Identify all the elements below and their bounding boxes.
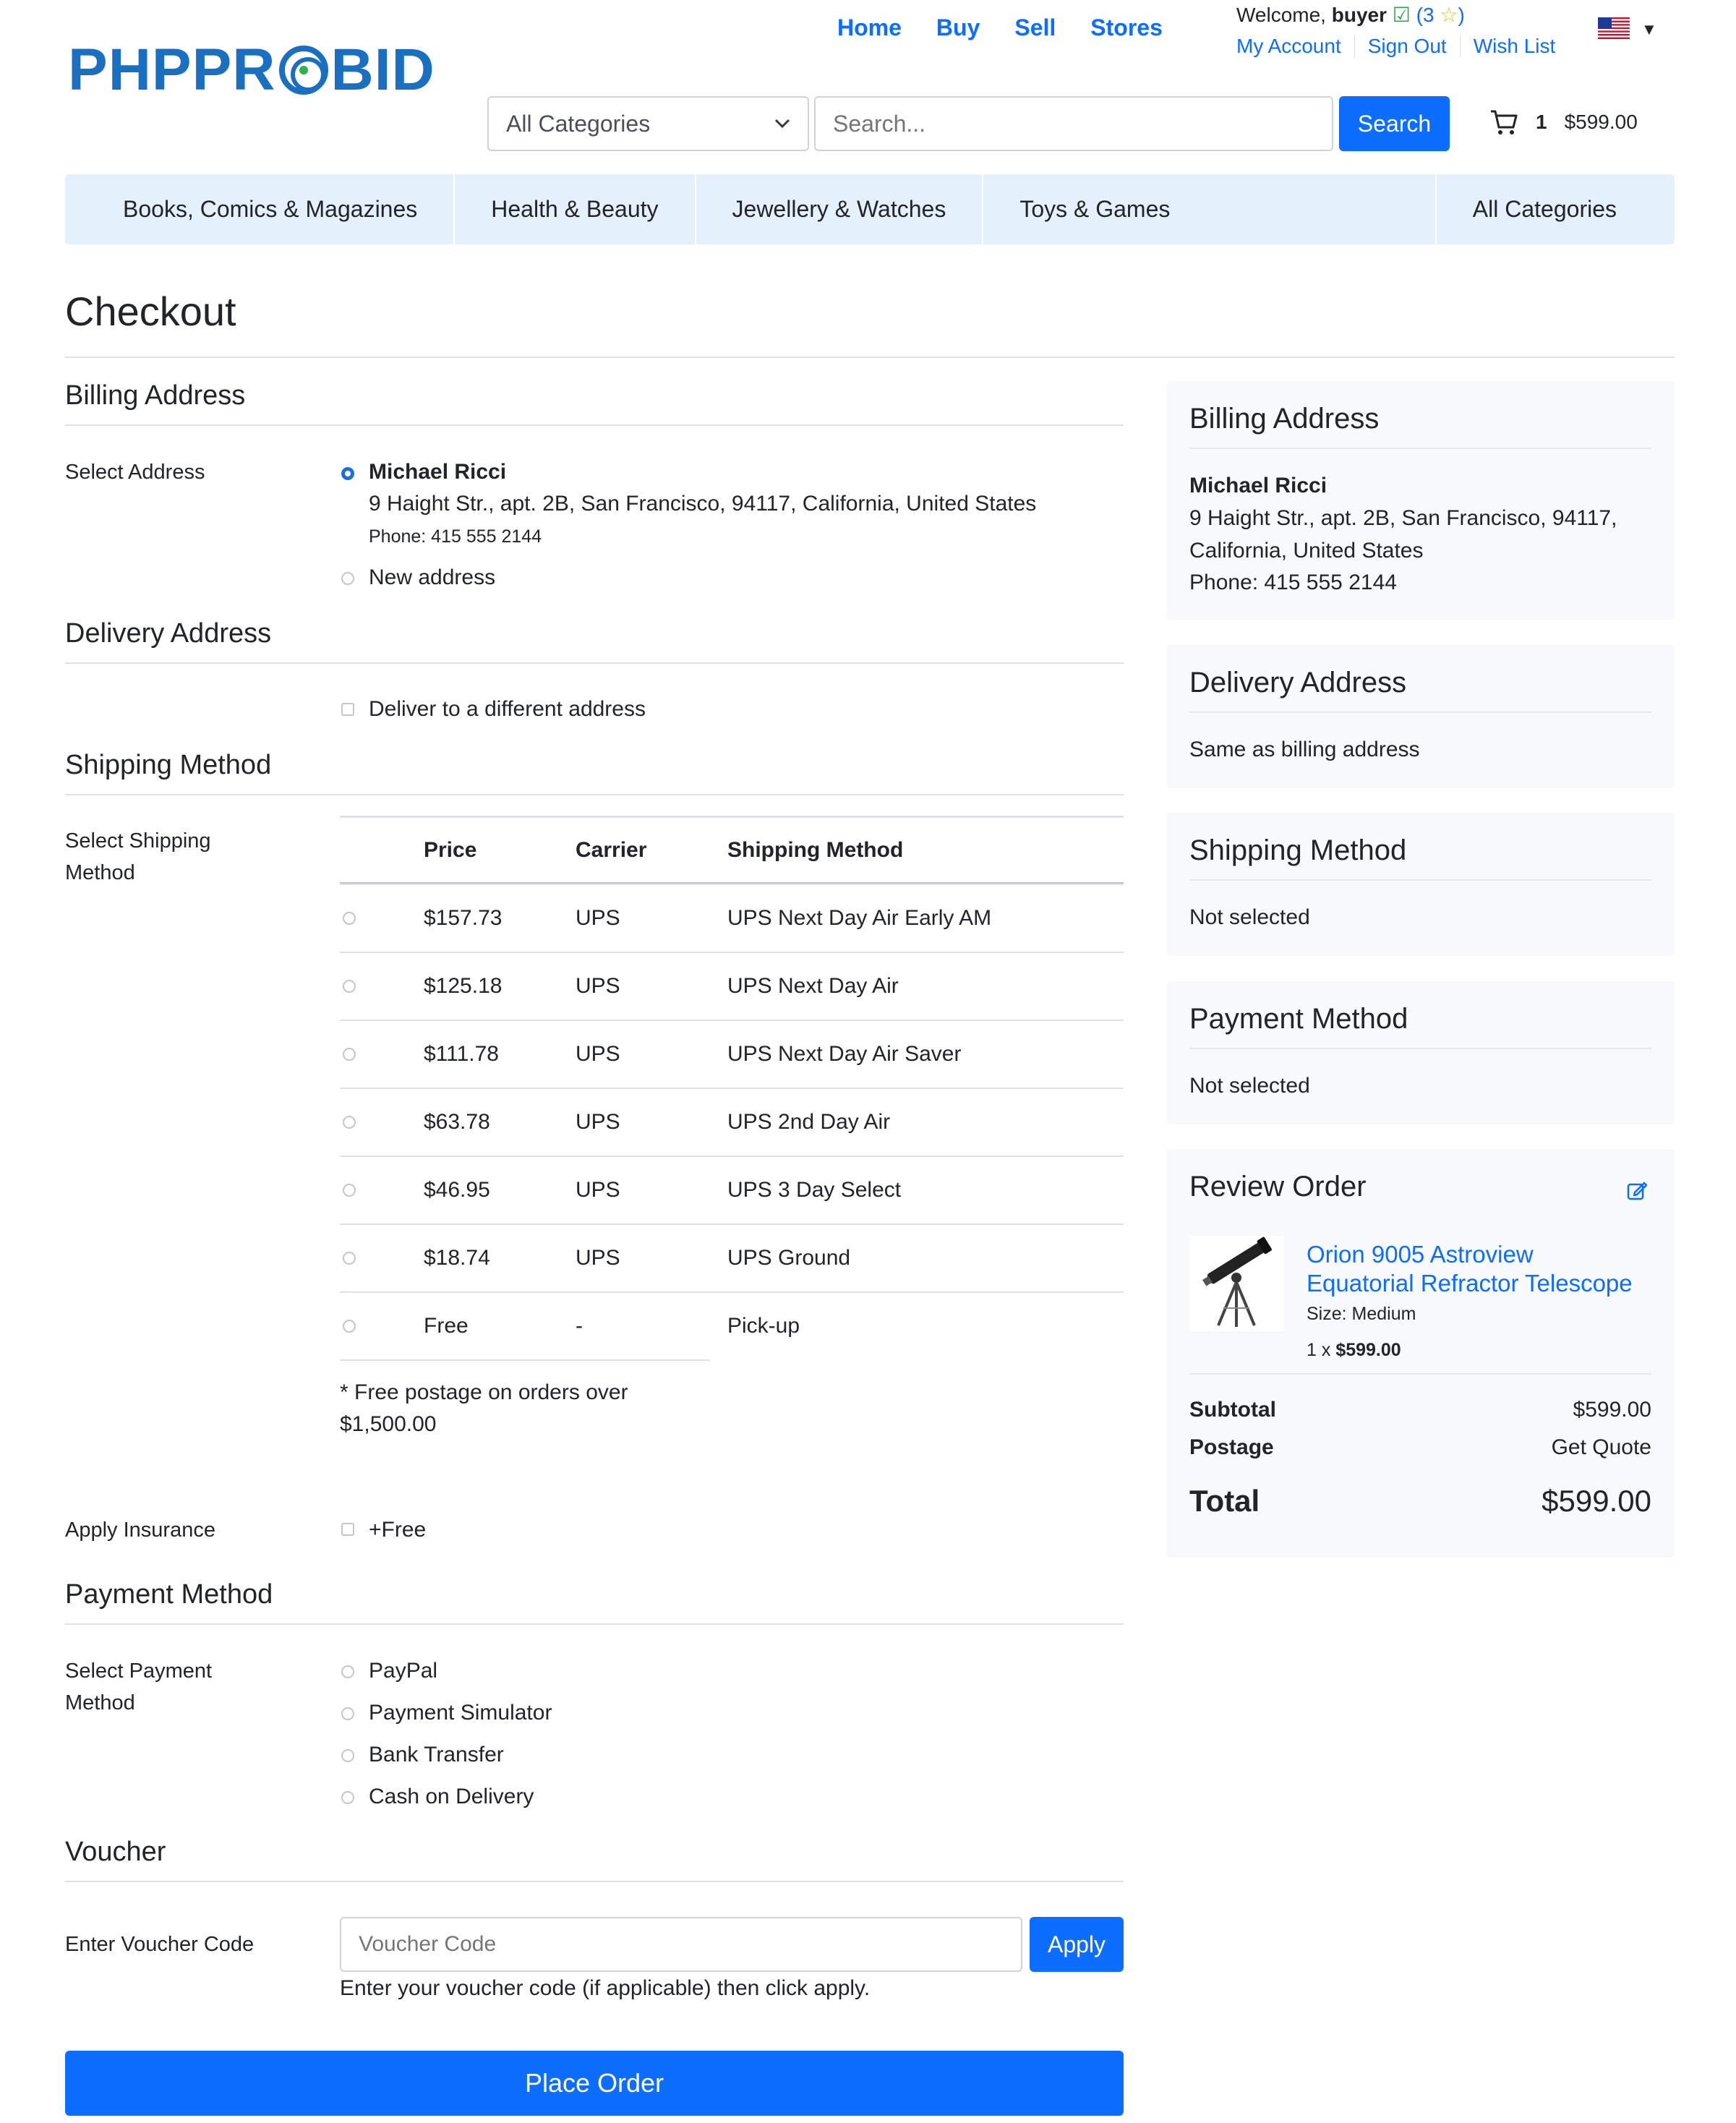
total-value: $599.00	[1542, 1484, 1651, 1518]
top-nav	[837, 14, 1163, 41]
table-row[interactable]: Free - Pick-up	[340, 1291, 1124, 1359]
divider	[65, 356, 1675, 358]
product-title-link[interactable]: Orion 9005 Astroview Equatorial Refractor Telescope	[1307, 1241, 1633, 1297]
page-title: Checkout	[65, 289, 236, 334]
payment-option-bank: Bank Transfer	[369, 1743, 504, 1767]
voucher-heading: Voucher	[65, 1837, 166, 1867]
billing-phone: Phone: 415 555 2144	[369, 526, 542, 547]
summary-billing-line1: 9 Haight Str., apt. 2B, San Francisco, 94117,	[1189, 506, 1617, 530]
shipping-heading: Shipping Method	[65, 750, 272, 780]
free-postage-note: * Free postage on orders over	[340, 1380, 628, 1404]
payment-radio-cod[interactable]	[341, 1791, 354, 1804]
us-flag-icon[interactable]	[1598, 17, 1630, 39]
shipping-radio[interactable]	[343, 1184, 356, 1197]
nav-home-link[interactable]: Home	[837, 14, 902, 40]
postage-label: Postage	[1189, 1435, 1274, 1459]
verified-check-icon: ☑	[1392, 4, 1411, 26]
insurance-checkbox[interactable]	[341, 1523, 354, 1536]
nav-buy-link[interactable]: Buy	[936, 14, 980, 40]
summary-billing-name: Michael Ricci	[1189, 474, 1327, 497]
search-input[interactable]	[814, 96, 1333, 151]
summary-payment-card	[1166, 981, 1675, 1124]
col-shipping-method: Shipping Method	[727, 837, 904, 862]
shipping-radio[interactable]	[343, 912, 356, 925]
wish-list-link[interactable]: Wish List	[1460, 35, 1569, 58]
place-order-button[interactable]: Place Order	[65, 2051, 1124, 2116]
category-health-beauty[interactable]: Health & Beauty	[455, 174, 696, 244]
select-address-label: Select Address	[65, 461, 205, 484]
subtotal-label: Subtotal	[1189, 1398, 1276, 1422]
summary-shipping-heading: Shipping Method	[1189, 834, 1407, 866]
billing-address: 9 Haight Str., apt. 2B, San Francisco, 94117, California, United States	[369, 492, 1037, 516]
col-price: Price	[424, 837, 477, 862]
summary-shipping-value: Not selected	[1189, 905, 1310, 929]
payment-option-simulator: Payment Simulator	[369, 1701, 552, 1725]
shipping-table	[340, 816, 1124, 1361]
total-label: Total	[1189, 1484, 1260, 1518]
summary-delivery-heading: Delivery Address	[1189, 667, 1407, 699]
cart-total: $599.00	[1564, 111, 1638, 133]
summary-payment-value: Not selected	[1189, 1074, 1310, 1098]
payment-radio-paypal[interactable]	[341, 1665, 354, 1678]
table-row[interactable]: $111.78 UPS UPS Next Day Air Saver	[340, 1020, 1124, 1088]
shipping-radio[interactable]	[343, 1116, 356, 1129]
address-radio-selected[interactable]	[341, 467, 354, 480]
product-size: Size: Medium	[1307, 1304, 1416, 1324]
billing-heading: Billing Address	[65, 380, 246, 411]
summary-billing-line2: California, United States	[1189, 539, 1424, 563]
voucher-help: Enter your voucher code (if applicable) then click apply.	[340, 1976, 871, 2000]
shipping-radio[interactable]	[343, 980, 356, 993]
cart-count: 1	[1536, 111, 1547, 133]
deliver-different-label: Deliver to a different address	[369, 697, 646, 721]
select-shipping-label: Select Shipping Method	[65, 829, 211, 884]
select-payment-label: Select Payment Method	[65, 1659, 213, 1714]
star-icon: ☆	[1440, 4, 1458, 26]
summary-billing-heading: Billing Address	[1189, 403, 1380, 435]
target-logo-icon	[279, 46, 328, 95]
table-row[interactable]: $125.18 UPS UPS Next Day Air	[340, 952, 1124, 1020]
cart-summary[interactable]	[1489, 108, 1638, 136]
free-postage-amount: $1,500.00	[340, 1412, 437, 1436]
payment-option-cod: Cash on Delivery	[369, 1785, 534, 1808]
nav-sell-link[interactable]: Sell	[1014, 14, 1056, 40]
payment-radio-bank[interactable]	[341, 1749, 354, 1762]
summary-shipping-card	[1166, 813, 1675, 956]
caret-down-icon[interactable]: ▼	[1641, 20, 1657, 38]
telescope-image[interactable]	[1189, 1236, 1283, 1331]
shipping-radio[interactable]	[343, 1320, 356, 1333]
chevron-down-icon	[774, 119, 790, 129]
summary-billing-card	[1166, 381, 1675, 620]
username[interactable]: buyer	[1331, 4, 1387, 26]
billing-name: Michael Ricci	[369, 460, 507, 484]
cart-icon	[1489, 108, 1518, 136]
new-address-label: New address	[369, 565, 496, 589]
voucher-input[interactable]	[340, 1917, 1022, 1972]
category-books[interactable]: Books, Comics & Magazines	[65, 174, 455, 244]
table-row[interactable]: $18.74 UPS UPS Ground	[340, 1223, 1124, 1291]
shipping-radio[interactable]	[343, 1252, 356, 1265]
apply-voucher-button[interactable]: Apply	[1030, 1917, 1124, 1972]
review-order-card	[1166, 1149, 1675, 1558]
col-carrier: Carrier	[576, 837, 647, 862]
nav-stores-link[interactable]: Stores	[1090, 14, 1163, 40]
feedback-score[interactable]: (3 ☆)	[1416, 4, 1465, 26]
deliver-different-checkbox[interactable]	[341, 703, 354, 716]
site-logo[interactable]: PHPPR BID	[68, 37, 435, 103]
sign-out-link[interactable]: Sign Out	[1354, 35, 1460, 58]
summary-delivery-value: Same as billing address	[1189, 738, 1420, 761]
payment-option-paypal: PayPal	[369, 1659, 438, 1683]
user-links	[1236, 35, 1568, 58]
category-bar	[65, 174, 1675, 244]
my-account-link[interactable]: My Account	[1236, 35, 1341, 57]
insurance-label: Apply Insurance	[65, 1518, 215, 1542]
postage-value: Get Quote	[1551, 1435, 1651, 1459]
delivery-heading: Delivery Address	[65, 618, 272, 649]
table-header	[340, 816, 1124, 884]
welcome-text: Welcome, buyer ☑ (3 ☆)	[1236, 4, 1465, 26]
category-all[interactable]: All Categories	[1472, 196, 1617, 222]
insurance-value: +Free	[369, 1518, 427, 1542]
shipping-radio[interactable]	[343, 1048, 356, 1061]
summary-payment-heading: Payment Method	[1189, 1003, 1408, 1035]
category-jewellery-watches[interactable]: Jewellery & Watches	[696, 174, 984, 244]
summary-delivery-card	[1166, 645, 1675, 788]
category-toys-games[interactable]: Toys & Games	[1019, 196, 1171, 222]
payment-radio-simulator[interactable]	[341, 1707, 354, 1720]
voucher-label: Enter Voucher Code	[65, 1933, 255, 1956]
edit-icon[interactable]	[1626, 1179, 1648, 1201]
table-row[interactable]: $63.78 UPS UPS 2nd Day Air	[340, 1088, 1124, 1156]
category-select[interactable]: All Categories	[487, 96, 809, 151]
search-button[interactable]: Search	[1339, 96, 1450, 151]
table-row[interactable]: $157.73 UPS UPS Next Day Air Early AM	[340, 884, 1124, 952]
table-row[interactable]: $46.95 UPS UPS 3 Day Select	[340, 1156, 1124, 1223]
review-order-heading: Review Order	[1189, 1171, 1367, 1203]
subtotal-value: $599.00	[1573, 1398, 1651, 1422]
new-address-radio[interactable]	[341, 572, 354, 585]
product-qty-price: 1 x $599.00	[1307, 1340, 1401, 1360]
payment-heading: Payment Method	[65, 1579, 273, 1610]
summary-billing-phone: Phone: 415 555 2144	[1189, 571, 1397, 594]
